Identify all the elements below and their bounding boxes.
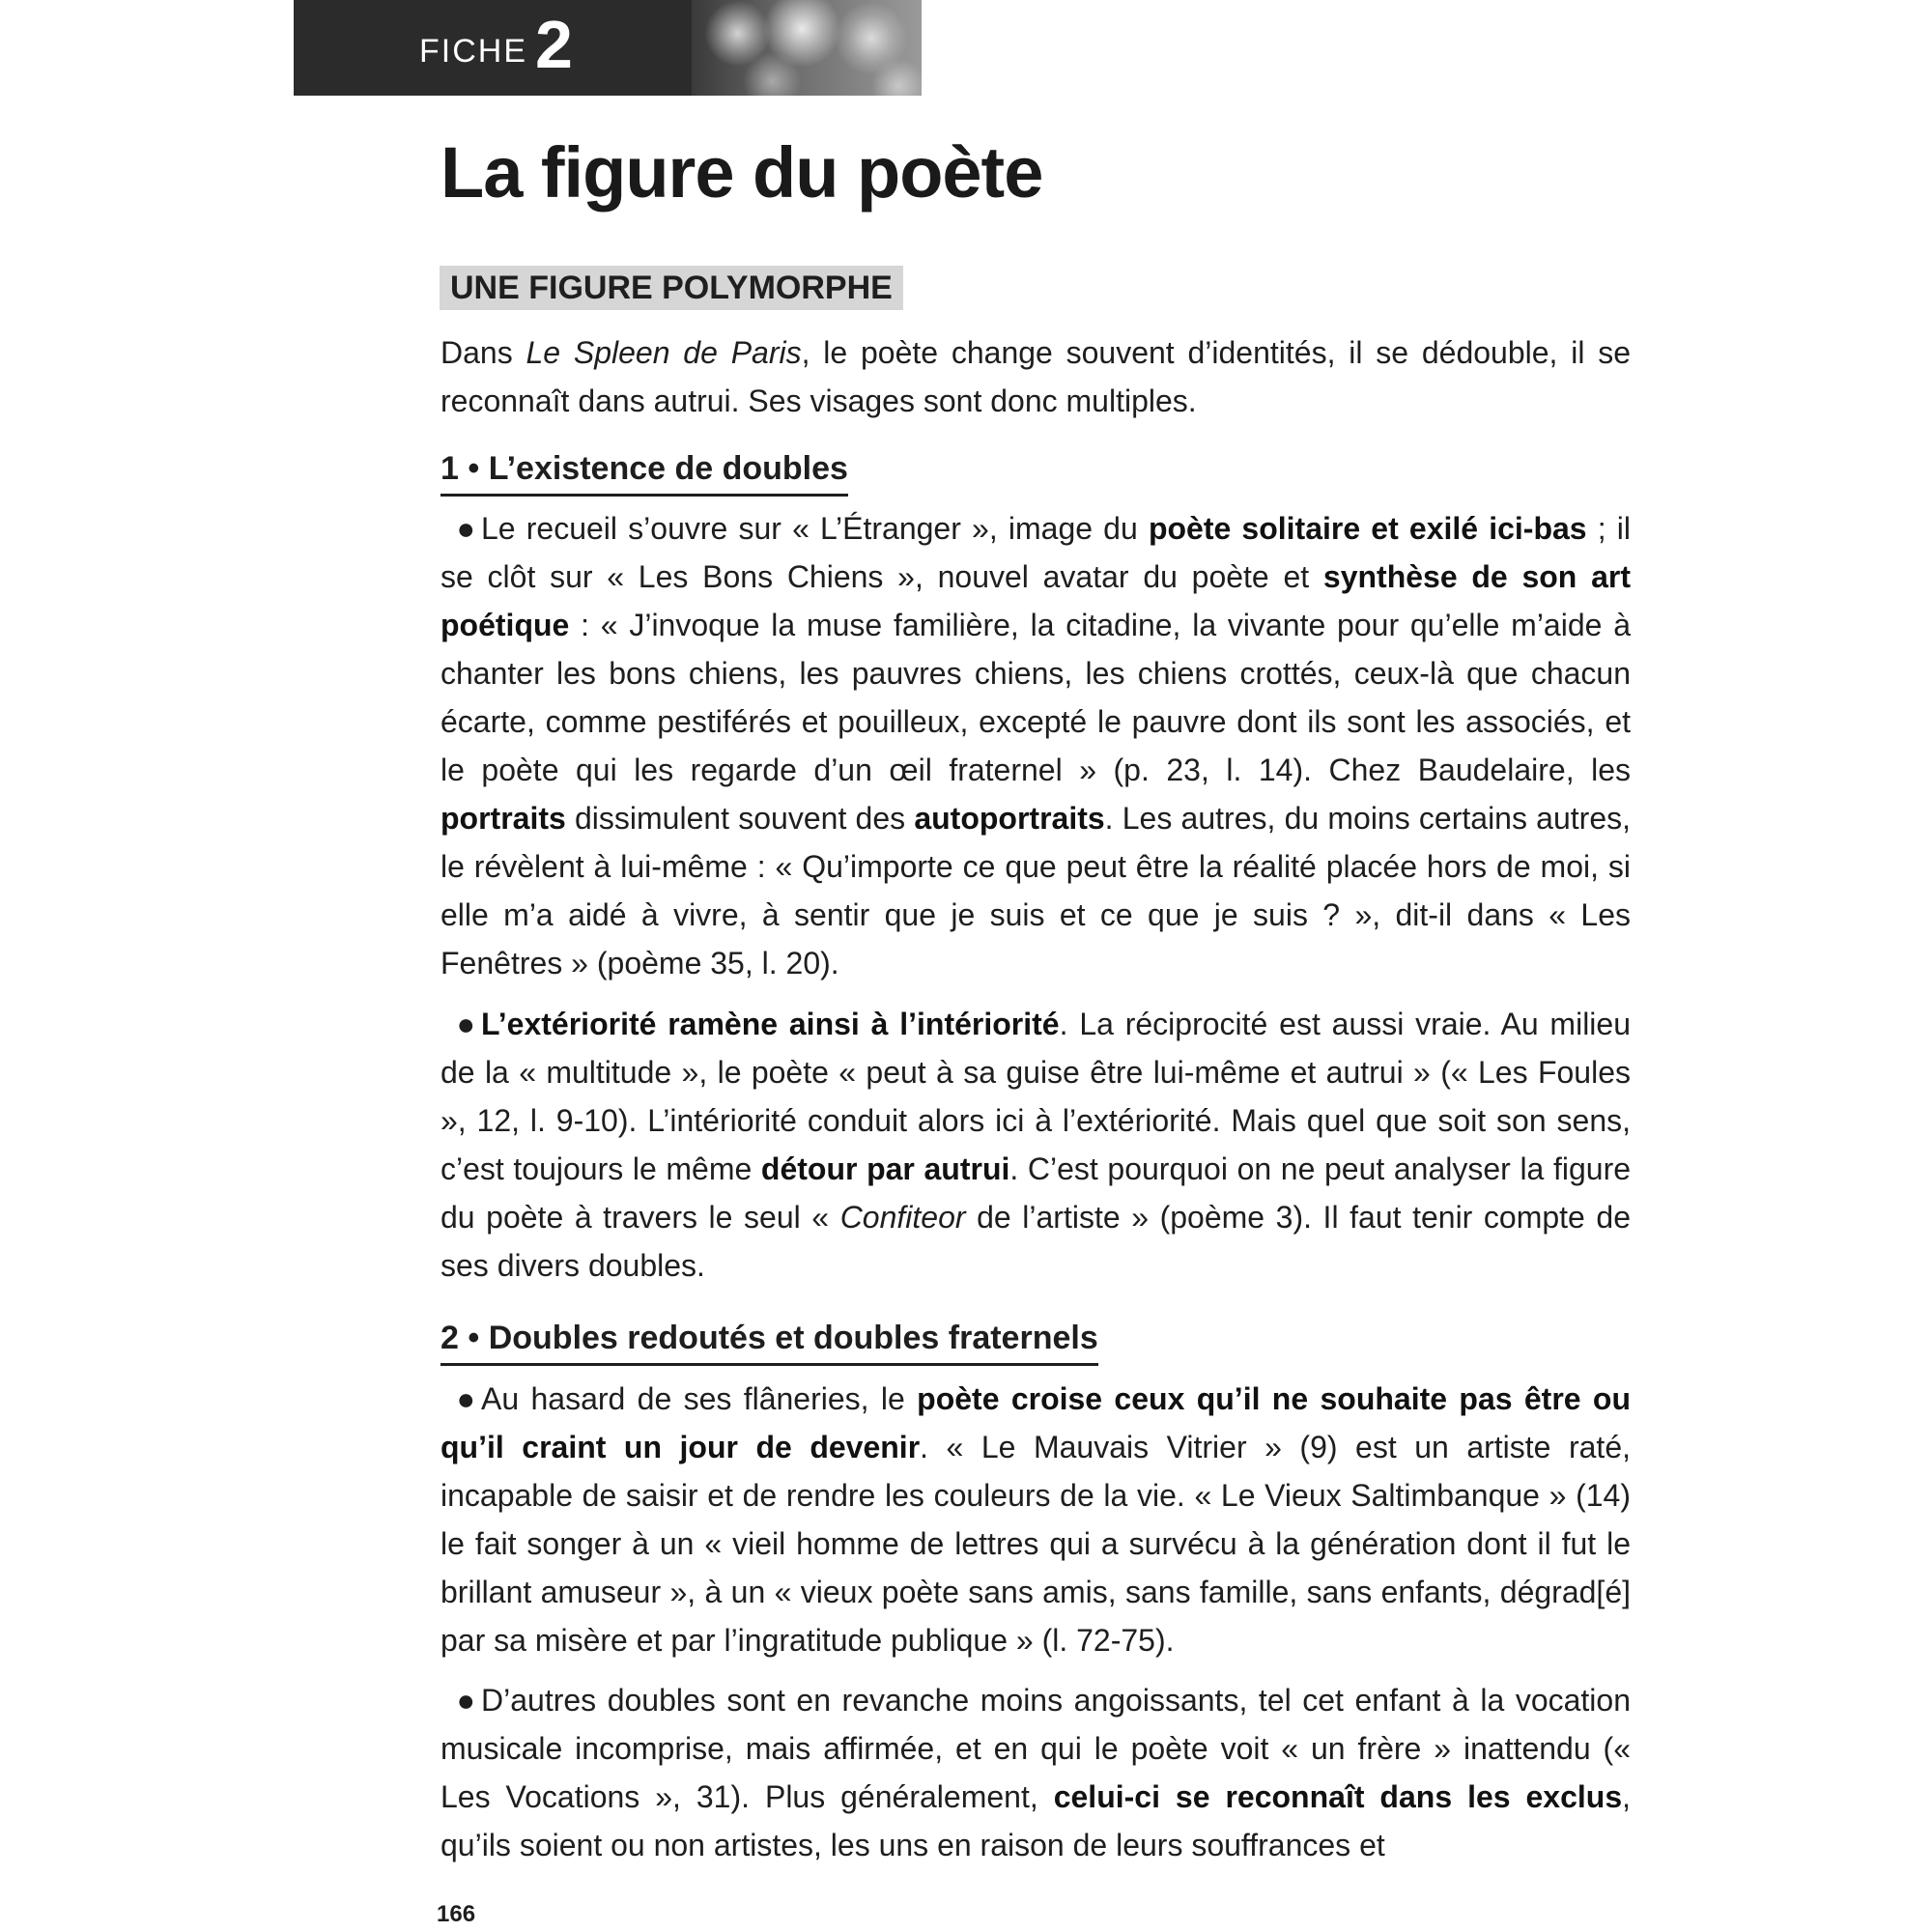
intro-paragraph: Dans Le Spleen de Paris, le poète change souvent d’identités, il se dédouble, il se reconnaît dans autrui. Ses visages sont donc multiples.: [440, 335, 1632, 418]
fiche-header-band: [294, 0, 922, 96]
bullet-icon: ●: [456, 1007, 475, 1041]
subheading-2: 2 • Doubles redoutés et doubles fraternels: [440, 1317, 1098, 1366]
page-title: La figure du poète: [440, 132, 1043, 213]
bullet-icon: ●: [456, 511, 475, 546]
bullet-icon: ●: [456, 1683, 475, 1718]
bullet-icon: ●: [456, 1381, 475, 1416]
subheading-1: 1 • L’existence de doubles: [440, 447, 848, 497]
paragraph-2: ● L’extériorité ramène ainsi à l’intériorité. La réciprocité est aussi vraie. Au milieu de la « multitude », le poète « peut à sa guise être lui-même et autrui » (« Les Foules », 12, l. 9-10). L’intériorité conduit alors ici à l’extériorité. Mais quel que soit son sens, c’est toujours le même détour par autrui. C’est pourquoi on ne peut analyser la figure du poète à travers le seul « Confiteor de l’artiste » (poème 3). Il faut tenir compte de ses divers doubles.: [440, 1000, 1631, 1290]
paragraph-4: ● D’autres doubles sont en revanche moins angoissants, tel cet enfant à la vocation musicale incomprise, mais affirmée, et en qui le poète voit « un frère » inattendu (« Les Vocations », 31). Plus généralement, celui-ci se reconnaît dans les exclus, qu’ils soient ou non artistes, les uns en raison de leurs souffrances et: [440, 1676, 1631, 1869]
fiche-label: FICHE: [419, 33, 527, 70]
page-number: 166: [437, 1901, 476, 1927]
section-heading: UNE FIGURE POLYMORPHE: [440, 266, 903, 310]
header-bokeh-image: [692, 0, 922, 96]
paragraph-1: ● Le recueil s’ouvre sur « L’Étranger », image du poète solitaire et exilé ici-bas ; il se clôt sur « Les Bons Chiens », nouvel avatar du poète et synthèse de son art poétique : « J’invoque la muse familière, la citadine, la vivante pour qu’elle m’aide à chanter les bons chiens, les pauvres chiens, les chiens crottés, ceux-là que chacun écarte, comme pestiférés et pouilleux, excepté le pauvre dont ils sont les associés, et le poète qui les regarde d’un œil fraternel » (p. 23, l. 14). Chez Baudelaire, les portraits dissimulent souvent des autoportraits. Les autres, du moins certains autres, le révèlent à lui-même : « Qu’importe ce que peut être la réalité placée hors de moi, si elle m’a aidé à vivre, à sentir que je suis et ce que je suis ? », dit-il dans « Les Fenêtres » (poème 35, l. 20).: [440, 504, 1631, 987]
fiche-number: 2: [535, 7, 573, 82]
paragraph-3: ● Au hasard de ses flâneries, le poète croise ceux qu’il ne souhaite pas être ou qu’il craint un jour de devenir. « Le Mauvais Vitrier » (9) est un artiste raté, incapable de saisir et de rendre les couleurs de la vie. « Le Vieux Saltimbanque » (14) le fait songer à un « vieil homme de lettres qui a survécu à la génération dont il fut le brillant amuseur », à un « vieux poète sans amis, sans famille, sans enfants, dégrad[é] par sa misère et par l’ingratitude publique » (l. 72-75).: [440, 1375, 1631, 1664]
